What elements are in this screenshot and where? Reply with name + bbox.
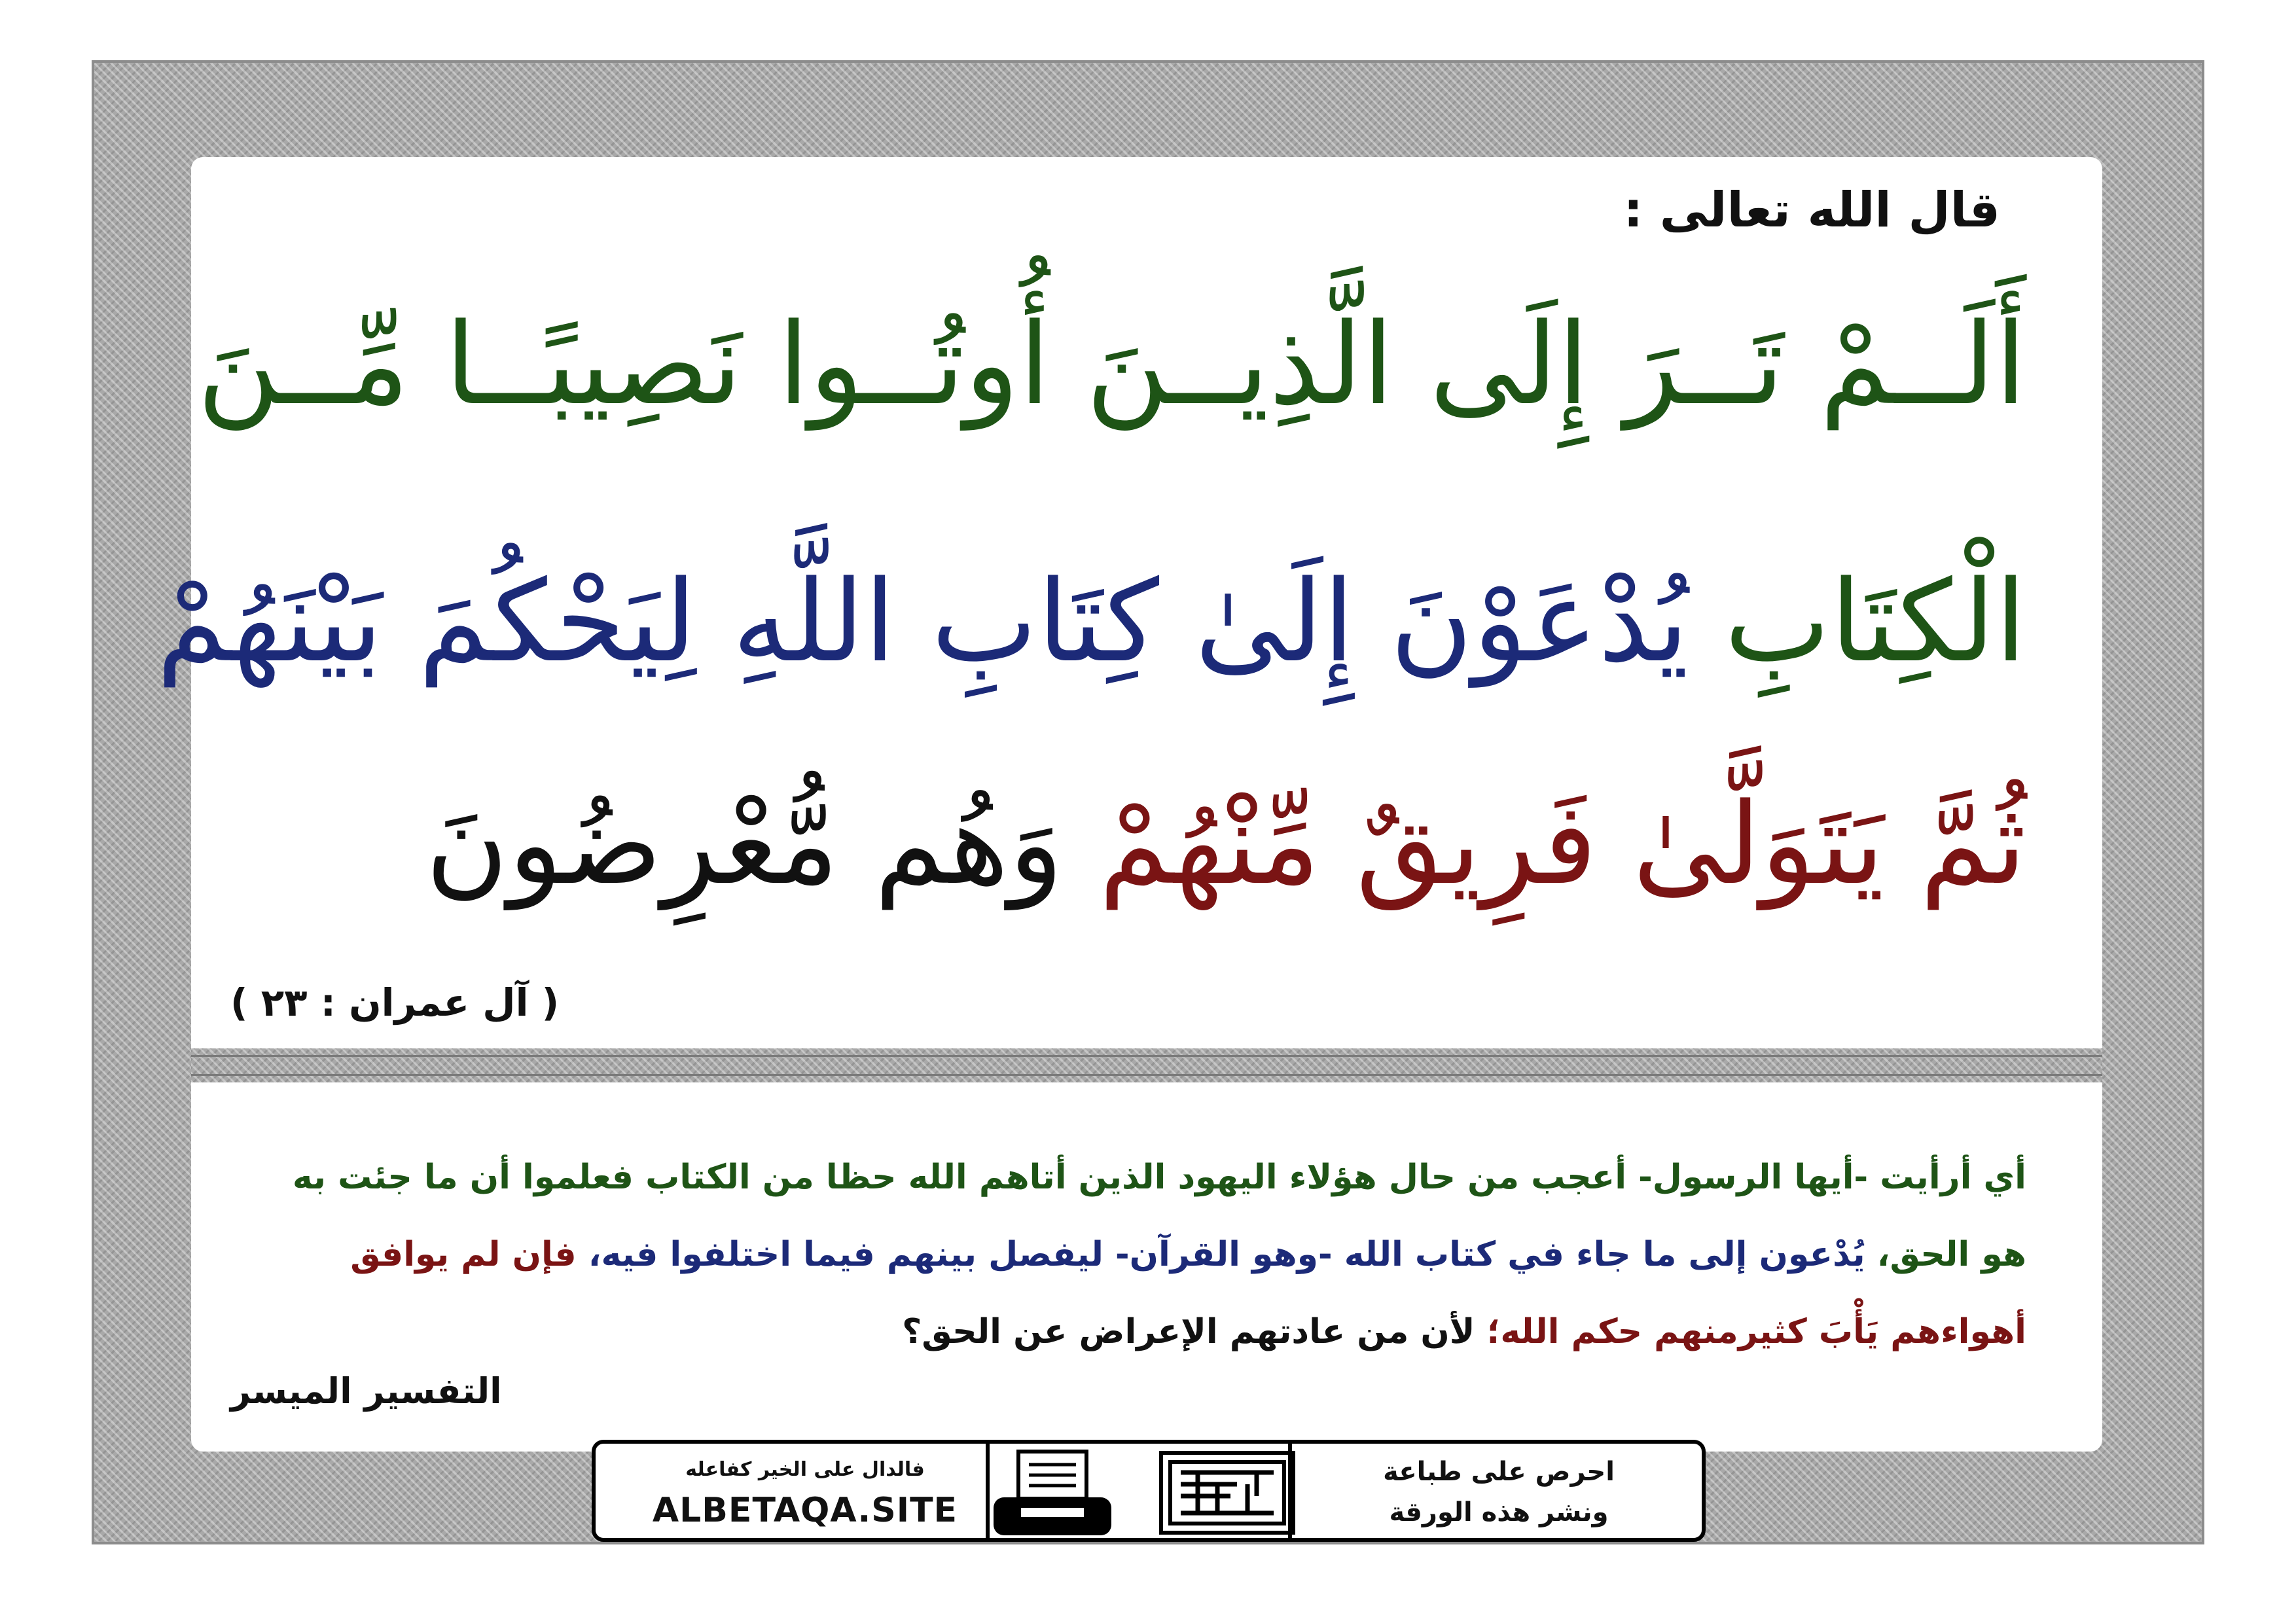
verse-reference: ( آل عمران : ٢٣ ) — [230, 980, 560, 1025]
footer-separator-left — [986, 1444, 990, 1538]
verse-line-3-maroon: ثُمَّ يَتَوَلَّىٰ فَرِيقٌ مِّنْهُمْ — [1099, 778, 2026, 910]
tafsir-paragraph — [246, 1139, 2026, 1370]
footer-print-line-2: ونشر هذه الورقة — [1389, 1497, 1609, 1527]
footer-print-notice — [1309, 1452, 1689, 1533]
tafsir-segment-black: لأن من عادتهم الإعراض عن الحق؟ — [902, 1312, 1475, 1351]
footer-site-url[interactable]: ALBETAQA.SITE — [652, 1491, 958, 1530]
verse-line-3 — [259, 778, 2026, 910]
verse-line-3-black: وَهُم مُّعْرِضُونَ — [425, 778, 1064, 910]
verse-line-1: أَلَــمْ تَــرَ إِلَى الَّذِيــنَ أُوتُــوا نَصِيبًــا مِّــنَ — [197, 298, 2026, 430]
footer-print-line-1: احرص على طباعة — [1383, 1457, 1615, 1487]
footer-banner — [592, 1440, 1706, 1542]
intro-heading: قال الله تعالى : — [1623, 182, 2000, 238]
footer-site-block — [635, 1450, 975, 1531]
tafsir-source: التفسير الميسر — [230, 1370, 502, 1412]
printer-icon — [987, 1448, 1118, 1539]
verse-line-2-green: الْكِتَابِ — [1724, 556, 2026, 687]
section-divider — [191, 1048, 2102, 1082]
verse-line-2-blue: يُدْعَوْنَ إِلَىٰ كِتَابِ اللَّهِ لِيَحْكُمَ بَيْنَهُمْ — [156, 556, 1689, 687]
footer-proverb: فالدال على الخير كفاعله — [685, 1458, 925, 1481]
albetaqa-logo — [1158, 1450, 1296, 1535]
tafsir-segment-maroon: فإن لم يوافق أهواءهم يَأْبَ كثيرمنهم حكم الله؛ — [350, 1235, 2026, 1351]
tafsir-segment-green: أي أرأيت -أيها الرسول- أعجب من حال هؤلاء اليهود الذين أتاهم الله حظا من الكتاب فعلموا أن ما جئت به هو الحق، — [292, 1158, 2026, 1274]
verse-line-2 — [156, 556, 2026, 687]
tafsir-segment-navy: يُدْعون إلى ما جاء في كتاب الله -وهو القرآن- ليفصل بينهم فيما اختلفوا فيه، — [588, 1235, 1865, 1274]
